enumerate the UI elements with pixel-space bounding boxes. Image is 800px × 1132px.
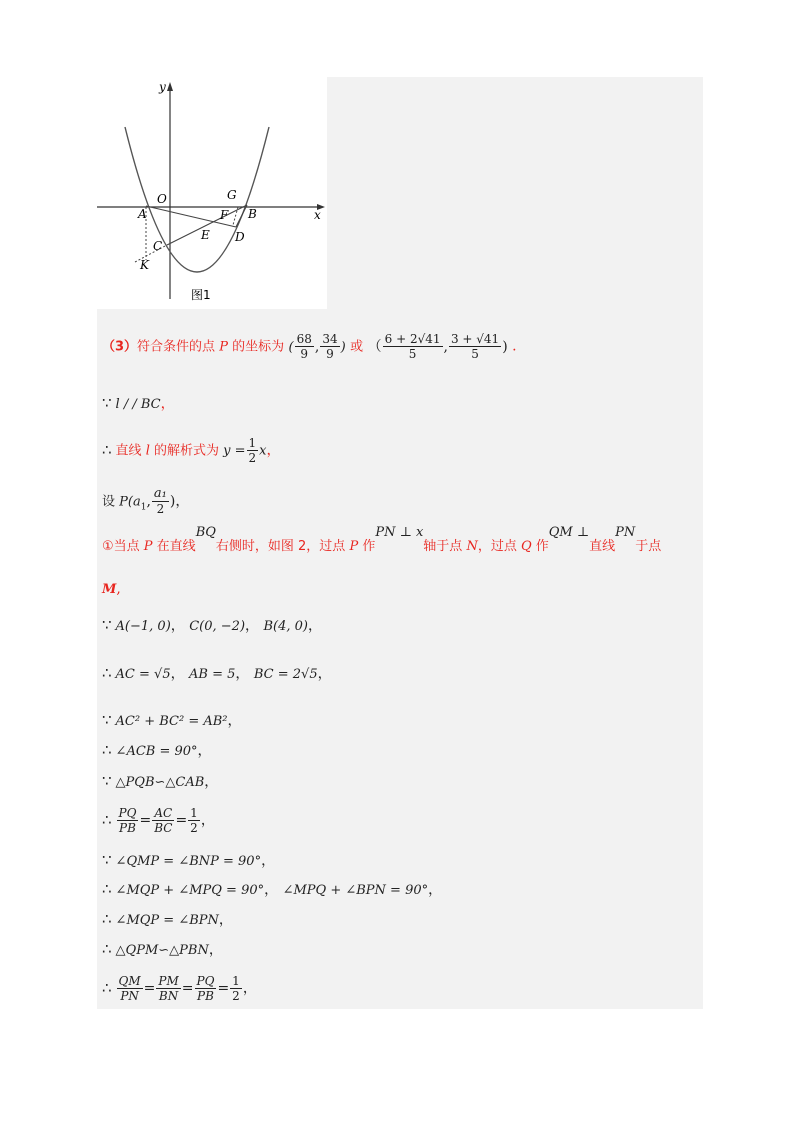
circled-one: ①: [102, 539, 114, 554]
comma: ，: [266, 442, 281, 459]
line-angle-sums: [102, 880, 442, 900]
therefore-symbol: ∴: [102, 978, 112, 997]
math-PN: PN: [615, 525, 636, 540]
text: 直线: [115, 443, 146, 459]
label-O: O: [157, 192, 167, 206]
therefore-symbol: ∴: [102, 440, 112, 459]
line-line-equation: [102, 436, 280, 465]
var-P: P: [349, 539, 359, 554]
fraction: [117, 974, 143, 1003]
part-label: （3）: [102, 339, 138, 355]
line-answer-3: [102, 332, 517, 361]
math-expression: P(a: [119, 494, 141, 510]
numerator: PM: [158, 974, 179, 988]
length-AC: AC = √5: [115, 667, 171, 682]
text: 作: [358, 539, 376, 554]
numerator: 68: [296, 332, 312, 346]
line-right-angle: [102, 741, 212, 761]
denominator: 2: [156, 502, 165, 516]
comma: ，: [204, 774, 219, 790]
line-ratio-2: [102, 974, 257, 1003]
y-axis-arrow: [167, 82, 173, 91]
line-similar-triangles: [102, 772, 218, 792]
comma: ，: [317, 666, 332, 682]
math-expression: △PQB∽△CAB: [115, 775, 205, 790]
because-symbol: ∵: [102, 711, 112, 729]
comma: ，: [261, 853, 276, 869]
label-A: A: [138, 207, 147, 221]
because-symbol: ∵: [102, 394, 112, 412]
math-expression: ∠QMP = ∠BNP = 90°: [115, 854, 262, 869]
comma: ，: [242, 980, 257, 997]
math-QM-perp: QM ⊥: [548, 525, 590, 540]
numerator: 1: [232, 974, 240, 988]
math-PN-perp-x: PN ⊥ x: [375, 525, 424, 540]
fraction: [247, 436, 259, 465]
numerator: 1: [248, 436, 257, 450]
label-B: B: [248, 207, 257, 221]
comma: ，: [264, 882, 279, 898]
math-expression: ∠ACB = 90°: [115, 744, 198, 759]
denominator: PN: [120, 989, 139, 1003]
text: 在直线: [152, 539, 196, 554]
numerator: a₁: [153, 486, 167, 501]
comma: ，: [160, 396, 175, 412]
denominator: 9: [300, 347, 309, 361]
label-G: G: [227, 188, 237, 202]
text: 于点: [635, 539, 662, 554]
math-expression: △QPM∽△PBN: [115, 943, 209, 958]
paren: (: [288, 339, 294, 355]
therefore-symbol: ∴: [102, 910, 112, 928]
comma: ,: [443, 338, 448, 355]
point-C: C(0, −2): [189, 619, 246, 634]
text: 当点: [113, 539, 144, 554]
math-expression: ∠MQP + ∠MPQ = 90°: [115, 883, 265, 898]
denominator: 5: [471, 347, 479, 361]
fraction: [230, 974, 242, 1003]
comma: ,: [116, 581, 121, 597]
numerator: 6 + 2√41: [384, 332, 441, 346]
numerator: 34: [322, 332, 338, 346]
math-expression: l / / BC: [115, 397, 161, 412]
math-expression: ∠MQP = ∠BPN: [115, 913, 219, 928]
line-equal-angles: [102, 910, 233, 930]
fraction: [449, 332, 501, 361]
denominator: 5: [408, 347, 417, 361]
math-expression: ∠MPQ + ∠BPN = 90°: [282, 883, 429, 898]
because-symbol: ∵: [102, 772, 112, 790]
paren: ): [169, 493, 176, 510]
text: 的解析式为: [149, 443, 224, 459]
fraction: [152, 487, 169, 516]
label-y: y: [159, 80, 166, 94]
text-or: 或: [350, 339, 364, 355]
denominator: PB: [197, 989, 214, 1003]
var-l: l: [145, 443, 150, 459]
fraction: [295, 332, 314, 361]
equals: =: [217, 980, 230, 997]
comma: ，: [308, 618, 322, 634]
numerator: PQ: [118, 806, 137, 820]
parabola-curve: [125, 127, 269, 272]
label-C: C: [153, 239, 163, 253]
comma: ，: [197, 743, 212, 759]
numerator: AC: [154, 806, 173, 820]
label-D: D: [235, 230, 245, 244]
math-lhs: y =: [223, 443, 246, 459]
paren: ): [502, 338, 508, 355]
fraction: [152, 806, 174, 835]
parabola-figure: [97, 77, 327, 309]
var-P: P: [219, 339, 228, 355]
figure-1: [97, 77, 327, 309]
var-P: P: [143, 539, 153, 554]
denominator: 2: [232, 989, 240, 1003]
var-M: M: [102, 582, 117, 597]
numerator: QM: [118, 974, 141, 988]
line-right-angles: [102, 851, 275, 871]
comma: ，: [200, 812, 215, 829]
line-point-M: [102, 580, 121, 599]
denominator: 2: [190, 821, 198, 835]
therefore-symbol: ∴: [102, 940, 112, 958]
text: 作: [531, 539, 549, 554]
text: 设: [102, 494, 120, 510]
var-Q: Q: [520, 539, 532, 554]
text: ，过点: [477, 539, 521, 554]
denominator: PB: [119, 821, 136, 835]
therefore-symbol: ∴: [102, 741, 112, 759]
denominator: 9: [326, 347, 334, 361]
comma: ,: [314, 338, 320, 355]
paren: （: [367, 338, 382, 355]
label-x: x: [314, 208, 321, 222]
math-expression: AC² + BC² = AB²: [115, 714, 228, 729]
because-symbol: ∵: [102, 851, 112, 869]
equals: =: [139, 812, 152, 829]
comma: ，: [227, 713, 242, 729]
line-pythagoras: [102, 711, 242, 731]
comma: ，: [245, 618, 260, 634]
therefore-symbol: ∴: [102, 810, 112, 829]
line-lengths: [102, 664, 332, 684]
line-case-1: [102, 525, 662, 556]
length-AB: AB = 5: [189, 667, 236, 682]
fraction: [383, 332, 443, 361]
var-x: x: [259, 443, 267, 459]
length-BC: BC = 2√5: [253, 667, 318, 682]
equals: =: [181, 980, 194, 997]
figure-caption: 图1: [191, 288, 211, 302]
comma: ，: [218, 912, 233, 928]
denominator: BC: [154, 821, 173, 835]
fraction: [188, 806, 200, 835]
text: 直线: [589, 539, 616, 554]
fraction: [117, 806, 139, 835]
var-N: N: [466, 539, 478, 554]
fraction: [156, 974, 180, 1003]
line-similar-triangles-2: [102, 940, 223, 960]
comma: ,: [146, 493, 151, 510]
point-A: A(−1, 0): [115, 619, 171, 634]
comma: ，: [428, 882, 443, 898]
line-coordinates: [102, 616, 322, 636]
label-E: E: [201, 228, 210, 242]
coord-1: [288, 332, 351, 361]
text: 的坐标为: [227, 339, 285, 355]
comma: ，: [175, 493, 190, 510]
denominator: BN: [158, 989, 179, 1003]
fraction: [195, 974, 217, 1003]
label-K: K: [140, 258, 149, 272]
math-BQ: BQ: [195, 525, 216, 540]
period: .: [512, 338, 517, 355]
subscript: 1: [140, 502, 147, 513]
numerator: PQ: [196, 974, 215, 988]
comma: ，: [235, 666, 250, 682]
numerator: 3 + √41: [450, 332, 500, 346]
text: 符合条件的点: [137, 339, 220, 355]
equals: =: [175, 812, 188, 829]
denominator: 2: [248, 451, 257, 465]
numerator: 1: [190, 806, 198, 820]
comma: ，: [208, 942, 223, 958]
comma: ，: [170, 666, 185, 682]
line-l-parallel-bc: [102, 394, 175, 414]
label-F: F: [220, 208, 229, 222]
text: 右侧时，如图 2，过点: [215, 539, 350, 554]
line-let-P: [102, 487, 189, 516]
comma: ，: [170, 618, 185, 634]
line-ratio-1: [102, 806, 215, 835]
coord-2: [367, 332, 512, 361]
therefore-symbol: ∴: [102, 880, 112, 898]
equals: =: [143, 980, 156, 997]
therefore-symbol: ∴: [102, 664, 112, 682]
point-B: B(4, 0): [263, 619, 308, 634]
text: 轴于点: [423, 539, 467, 554]
because-symbol: ∵: [102, 616, 112, 634]
fraction: [320, 332, 339, 361]
paren: ): [340, 339, 346, 355]
